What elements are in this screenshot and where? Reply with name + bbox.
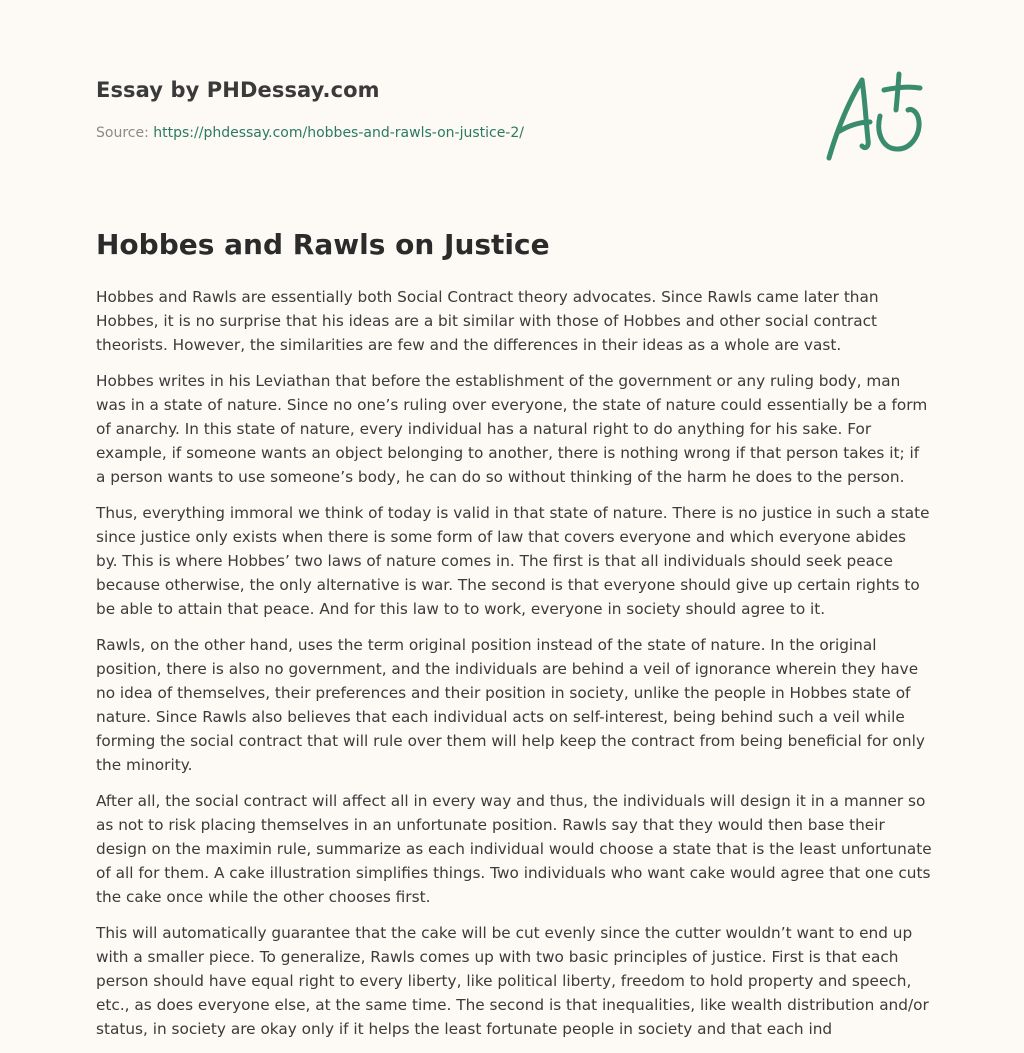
essay-header (96, 76, 928, 143)
site-brand: Essay by PHDessay.com (96, 78, 380, 102)
paragraph: Rawls, on the other hand, uses the term original position instead of the state of nature. In the original position, there is also no government, and the individuals are behind a veil of ignorance wherein they have no idea of themselves, their preferences and their position in society, unlike the people in Hobbes state of nature. Since Rawls also believes that each individual acts on self-interest, being behind such a veil while forming the social contract that will rule over them will help keep the contract from being beneficial for only the minority. (96, 636, 925, 774)
essay-title: Hobbes and Rawls on Justice (96, 228, 550, 261)
paragraph: This will automatically guarantee that the cake will be cut evenly since the cutter wouldn’t want to end up with a smaller piece. To generalize, Rawls comes up with two basic principles of justice. First is that each person should have equal right to every liberty, like political liberty, freedom to hold property and speech, etc., as does everyone else, at the same time. The second is that inequalities, like wealth distribution and/or status, in society are okay only if it helps the least fortunate people in society and that each ind (96, 924, 929, 1038)
paragraph: Hobbes and Rawls are essentially both Social Contract theory advocates. Since Rawls came later than Hobbes, it is no surprise that his ideas are a bit similar with those of Hobbes and other social contract theorists. However, the similarities are few and the differences in their ideas as a whole are vast. (96, 288, 879, 354)
paragraph: After all, the social contract will affect all in every way and thus, the individuals will design it in a manner so as not to risk placing themselves in an unfortunate position. Rawls say that they would then base their design on the maximin rule, summarize as each individual would choose a state that is the least unfortunate of all for them. A cake illustration simplifies things. Two individuals who want cake would agree that one cuts the cake once while the other chooses first. (96, 792, 932, 906)
paragraph: Hobbes writes in his Leviathan that before the establishment of the government or any ruling body, man was in a state of nature. Since no one’s ruling over everyone, the state of nature could essentially be a form of anarchy. In this state of nature, every individual has a natural right to do anything for his sake. For example, if someone wants an object belonging to another, there is nothing wrong if that person takes it; if a person wants to use someone’s body, he can do so without thinking of the harm he does to the person. (96, 372, 928, 486)
source-label: Source: (96, 125, 149, 141)
essay-body (96, 285, 932, 1053)
a-plus-logo-icon (822, 66, 926, 164)
source-link[interactable]: https://phdessay.com/hobbes-and-rawls-on-justice-2/ (153, 125, 524, 141)
paragraph: Thus, everything immoral we think of today is valid in that state of nature. There is no justice in such a state since justice only exists when there is some form of law that covers everyone and which everyone abides by. This is where Hobbes’ two laws of nature comes in. The first is that all individuals should seek peace because otherwise, the only alternative is war. The second is that everyone should give up certain rights to be able to attain that peace. And for this law to to work, everyone in society should agree to it. (96, 504, 930, 618)
source-line (96, 123, 928, 143)
